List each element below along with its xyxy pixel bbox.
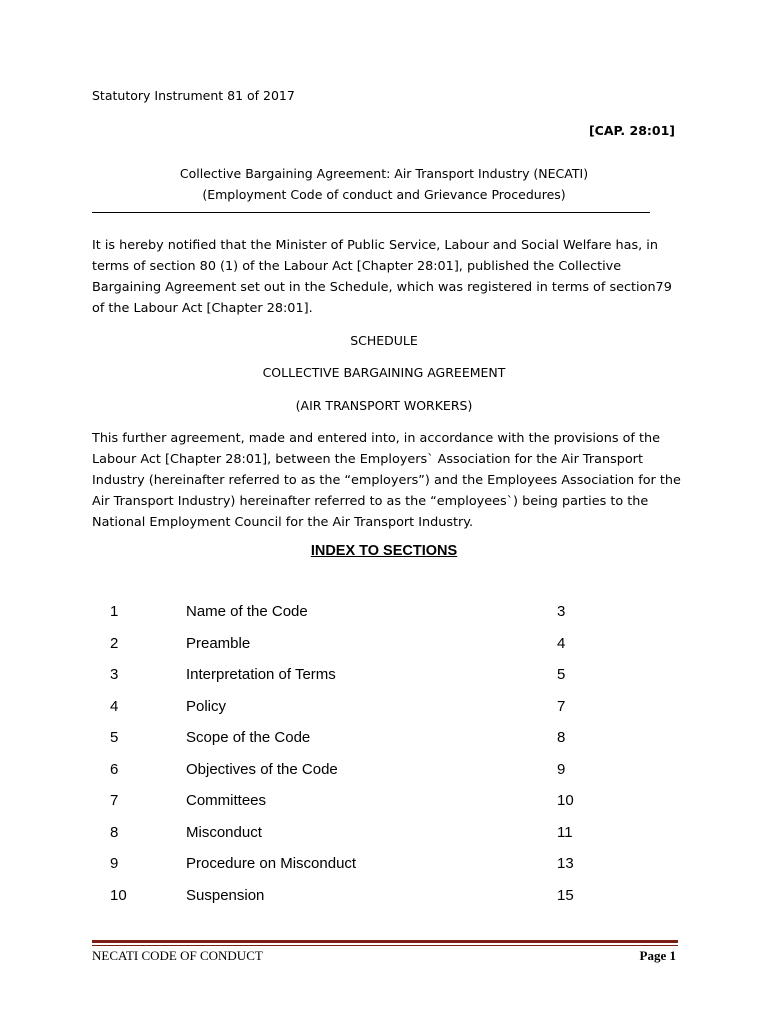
index-page-number: 7: [557, 697, 566, 715]
workers-heading: (AIR TRANSPORT WORKERS): [295, 398, 473, 413]
cap-reference: [CAP. 28:01]: [588, 123, 675, 138]
index-page-number: 13: [557, 855, 574, 872]
schedule-heading: SCHEDULE: [350, 333, 418, 348]
statutory-instrument-title: Statutory Instrument 81 of 2017: [92, 88, 295, 103]
agreement-title: [92, 163, 676, 205]
index-section-number: 5: [110, 729, 119, 746]
title-divider: [92, 212, 650, 213]
index-row: [0, 729, 768, 761]
index-page-number: 10: [557, 792, 574, 809]
index-section-number: 6: [110, 760, 119, 778]
index-row: [0, 635, 768, 667]
footer-rule-thick: [92, 940, 678, 943]
index-section-name: Policy: [186, 697, 227, 715]
index-section-name: Committees: [186, 792, 267, 809]
index-section-number: 10: [110, 886, 127, 904]
index-section-name: Scope of the Code: [186, 729, 311, 746]
notice-paragraph: It is hereby notified that the Minister of Public Service, Labour and Social Welfare has, in terms of section 80 (1) of the Labour Act [Chapter 28:01], published the Collective Bargaining Agreement set out in the Schedule, which was registered in terms of section79 of the Labour Act [Chapter 28:01].: [92, 238, 672, 316]
index-page-number: 11: [557, 823, 573, 841]
index-section-number: 4: [110, 697, 119, 715]
index-section-name: Suspension: [186, 886, 265, 904]
index-row: [0, 603, 768, 635]
footer-page-number: Page 1: [639, 948, 676, 963]
index-row: [0, 855, 768, 887]
index-row: [0, 824, 768, 856]
index-heading: INDEX TO SECTIONS: [310, 543, 458, 559]
index-list: [0, 603, 768, 918]
index-page-number: 8: [557, 729, 566, 746]
index-section-name: Misconduct: [186, 823, 262, 841]
index-section-name: Procedure on Misconduct: [186, 855, 357, 872]
index-page-number: 4: [557, 634, 566, 652]
index-section-name: Objectives of the Code: [186, 760, 338, 778]
index-row: [0, 698, 768, 730]
index-page-number: 5: [557, 666, 566, 683]
index-section-number: 3: [110, 666, 119, 683]
cba-heading: COLLECTIVE BARGAINING AGREEMENT: [262, 365, 506, 380]
index-row: [0, 887, 768, 919]
footer-rule-thin: [92, 945, 678, 946]
index-section-number: 1: [110, 603, 119, 620]
index-section-name: Interpretation of Terms: [186, 666, 336, 683]
index-row: [0, 792, 768, 824]
index-section-number: 2: [110, 634, 119, 652]
index-page-number: 15: [557, 886, 574, 904]
index-page-number: 3: [557, 603, 566, 620]
agreement-title-line-1: Collective Bargaining Agreement: Air Transport Industry (NECATI): [179, 166, 589, 181]
index-section-number: 7: [110, 792, 119, 809]
index-row: [0, 761, 768, 793]
agreement-paragraph: This further agreement, made and entered into, in accordance with the provisions of the Labour Act [Chapter 28:01], between the Employers` Association for the Air Transport Industry (hereinafter referred to as the “employers”) and the Employees Association for the Air Transport Industry) hereinafter referred to as the “employees`) being parties to the National Employment Council for the Air Transport Industry.: [92, 431, 681, 530]
agreement-title-line-2: (Employment Code of conduct and Grievance Procedures): [202, 187, 566, 202]
index-section-number: 8: [110, 823, 119, 841]
index-page-number: 9: [557, 760, 566, 778]
index-row: [0, 666, 768, 698]
footer-document-name: NECATI CODE OF CONDUCT: [92, 948, 263, 963]
index-section-name: Preamble: [186, 634, 251, 652]
index-section-name: Name of the Code: [186, 603, 308, 620]
index-section-number: 9: [110, 855, 119, 872]
